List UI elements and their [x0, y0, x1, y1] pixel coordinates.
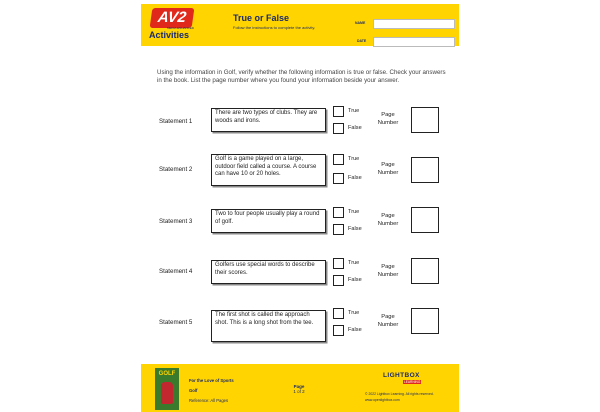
false-label: False [348, 125, 362, 131]
av2-logo [147, 8, 201, 44]
statement-row [141, 154, 459, 198]
page-label: Page [293, 384, 305, 389]
av2-logo-tagline: MEDIA ENHANCED [167, 26, 195, 30]
false-checkbox[interactable] [333, 224, 344, 235]
page-number-label: Page Number [377, 213, 399, 227]
activities-label: Activities [149, 30, 190, 40]
worksheet-subtitle: Follow the instructions to complete the activity. [233, 25, 316, 30]
name-label: NAME [355, 21, 366, 25]
footer-bar [141, 364, 459, 412]
statement-text-box: The first shot is called the approach shot. This is a long shot from the tee. [211, 310, 326, 342]
page-number-box[interactable] [411, 107, 439, 133]
book-cover-image [155, 368, 179, 410]
false-checkbox[interactable] [333, 325, 344, 336]
page-value: 1 of 2 [293, 389, 305, 394]
true-checkbox[interactable] [333, 207, 344, 218]
golfer-figure-icon [161, 382, 173, 404]
website-link[interactable]: www.openlightbox.com [365, 398, 400, 402]
statement-label: Statement 1 [159, 118, 193, 125]
page-indicator [287, 384, 311, 394]
page-number-box[interactable] [411, 207, 439, 233]
instructions-text: Using the information in Golf, verify whether the following information is true or false. Check your answers in the book. List the page number where you found your information beside your answer. [157, 69, 446, 84]
statement-row [141, 258, 459, 302]
lightbox-logo: LIGHTBOX [383, 372, 420, 379]
false-checkbox[interactable] [333, 123, 344, 134]
statement-label: Statement 4 [159, 268, 193, 275]
statement-label: Statement 2 [159, 166, 193, 173]
statement-row [141, 106, 459, 150]
true-checkbox[interactable] [333, 308, 344, 319]
page-number-box[interactable] [411, 157, 439, 183]
date-label: DATE [357, 39, 367, 43]
true-label: True [348, 310, 360, 316]
true-checkbox[interactable] [333, 106, 344, 117]
statement-text-box: There are two types of clubs. They are woods and irons. [211, 108, 326, 132]
lightbox-logo-sub: LEARNING [404, 380, 421, 384]
true-checkbox[interactable] [333, 258, 344, 269]
copyright-text: © 2022 Lightbox Learning. All rights reserved. [365, 392, 434, 396]
statement-text-box: Two to four people usually play a round of golf. [211, 209, 326, 233]
name-field[interactable] [373, 19, 455, 29]
true-checkbox[interactable] [333, 154, 344, 165]
page-number-label: Page Number [377, 162, 399, 176]
series-title: For the Love of Sports [189, 378, 234, 383]
false-label: False [348, 175, 362, 181]
statement-label: Statement 5 [159, 319, 193, 326]
page-number-box[interactable] [411, 308, 439, 334]
av2-logo-mark: AV2 [150, 8, 195, 28]
worksheet-page [141, 0, 459, 412]
page-number-box[interactable] [411, 258, 439, 284]
book-cover-title: GOLF [158, 371, 176, 377]
false-checkbox[interactable] [333, 173, 344, 184]
statement-row [141, 207, 459, 251]
page-number-label: Page Number [377, 112, 399, 126]
statement-text-box: Golfers use special words to describe their scores. [211, 260, 326, 284]
reference-text: Reference: All Pages [189, 398, 229, 403]
date-field[interactable] [373, 37, 455, 47]
page-number-label: Page Number [377, 264, 399, 278]
true-label: True [348, 156, 360, 162]
false-checkbox[interactable] [333, 275, 344, 286]
false-label: False [348, 277, 362, 283]
true-label: True [348, 209, 360, 215]
statement-text-box: Golf is a game played on a large, outdoor field called a course. A course can have 10 or 20 holes. [211, 154, 326, 186]
statement-row [141, 308, 459, 352]
statement-label: Statement 3 [159, 218, 193, 225]
false-label: False [348, 327, 362, 333]
book-title: Golf [189, 388, 198, 393]
worksheet-title: True or False [233, 13, 290, 23]
false-label: False [348, 226, 362, 232]
header-bar [141, 4, 459, 46]
page-number-label: Page Number [377, 314, 399, 328]
true-label: True [348, 108, 360, 114]
true-label: True [348, 260, 360, 266]
